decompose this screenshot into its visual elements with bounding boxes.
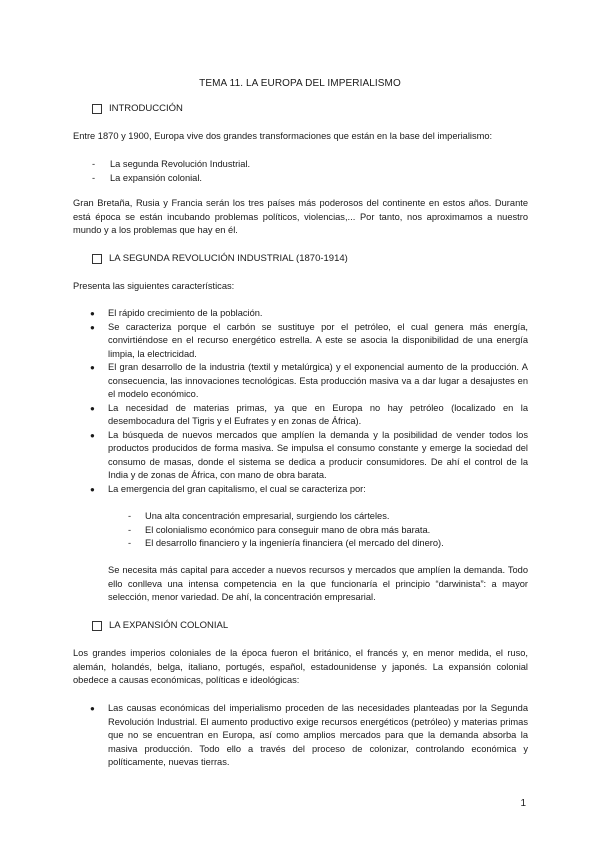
expansion-bullets (90, 702, 528, 770)
section-label: LA EXPANSIÓN COLONIAL (109, 620, 229, 632)
list-item: ● La emergencia del gran capitalismo, el cual se caracteriza por: (90, 483, 366, 494)
section-label: INTRODUCCIÓN (109, 103, 183, 115)
list-item: ● Las causas económicas del imperialismo proceden de las necesidades planteadas por la Segunda Revolución Industrial. El aumento productivo exige recursos energéticos (petróleo) y materias primas que no se encuentran en Europa, así como amplios mercados para que la demanda absorba la masiva producción. Todo ello a través del proceso de colonizar, controlando económica y políticamente, nuevas tierras. (90, 703, 528, 767)
list-item: - El colonialismo económico para conseguir mano de obra más barata. (128, 524, 431, 535)
list-item: ● La necesidad de materias primas, ya que en Europa no hay petróleo (localizado en la desembocadura del Tigris y el Eufrates y en zonas de África). (90, 402, 528, 426)
list-item: ● El gran desarrollo de la industria (textil y metalúrgica) y el exponencial aumento de la producción. A consecuencia, las innovaciones tecnológicas. Esta producción masiva va a dar lugar a desajustes en el modelo económico. (90, 362, 528, 399)
list-item: ● El rápido crecimiento de la población. (90, 308, 263, 318)
section-heading-intro (92, 102, 183, 116)
intro-list (92, 158, 512, 185)
revolucion-lead: Presenta las siguientes características: (73, 281, 235, 291)
page-number: 1 (520, 798, 526, 809)
section-label: LA SEGUNDA REVOLUCIÓN INDUSTRIAL (1870-1914) (109, 253, 348, 265)
revolucion-bullets (90, 307, 528, 496)
capitalismo-sublist (128, 510, 528, 551)
revolucion-closing: Se necesita más capital para acceder a nuevos recursos y mercados que amplíen la demanda. Todo ello conlleva una intensa competencia en la que funcionaría el principio “darwinista”: a mayor selección, menor variedad. De ahí, la concentración empresarial. (108, 565, 528, 602)
intro-paragraph-2: Gran Bretaña, Rusia y Francia serán los tres países más poderosos del continente en estos años. Durante está época se están incubando problemas políticos, violencias,... Por tanto, nos aproximamos a nuestro mundo y a los problemas que hay en él. (73, 198, 528, 235)
section-heading-expansion (92, 619, 228, 633)
section-heading-revolucion (92, 252, 348, 266)
checkbox-icon (92, 621, 102, 631)
expansion-paragraph: Los grandes imperios coloniales de la época fueron el británico, el francés y, en menor medida, el ruso, alemán, holandés, belga, italiano, portugés, español, estadounidense y japonés. La expansión colonial obedece a causas económicas, políticas e ideológicas: (73, 648, 528, 685)
list-item: ● La búsqueda de nuevos mercados que amplíen la demanda y la posibilidad de vender todos los productos producidos de forma masiva. Se impulsa el consumo constante y emerge la sociedad del consumo de masas, donde el sistema se dedica a producir consumidores. De ahí el control de la India y de zonas de África, con mano de obra barata. (90, 429, 528, 480)
list-item: - La segunda Revolución Industrial. (92, 159, 251, 169)
intro-paragraph: Entre 1870 y 1900, Europa vive dos grandes transformaciones que están en la base del imperialismo: (73, 131, 493, 141)
page-title: TEMA 11. LA EUROPA DEL IMPERIALISMO (199, 78, 401, 89)
checkbox-icon (92, 254, 102, 264)
list-item: - El desarrollo financiero y la ingeniería financiera (el mercado del dinero). (128, 538, 444, 548)
list-item: ● Se caracteriza porque el carbón se sustituye por el petróleo, el cual genera más energía, convirtiéndose en el recurso energético estrella. A este se asocia la disponibilidad de una energía limpia, la electricidad. (90, 321, 528, 359)
list-item: - Una alta concentración empresarial, surgiendo los cárteles. (128, 511, 390, 521)
checkbox-icon (92, 104, 102, 114)
list-item: - La expansión colonial. (92, 172, 203, 183)
